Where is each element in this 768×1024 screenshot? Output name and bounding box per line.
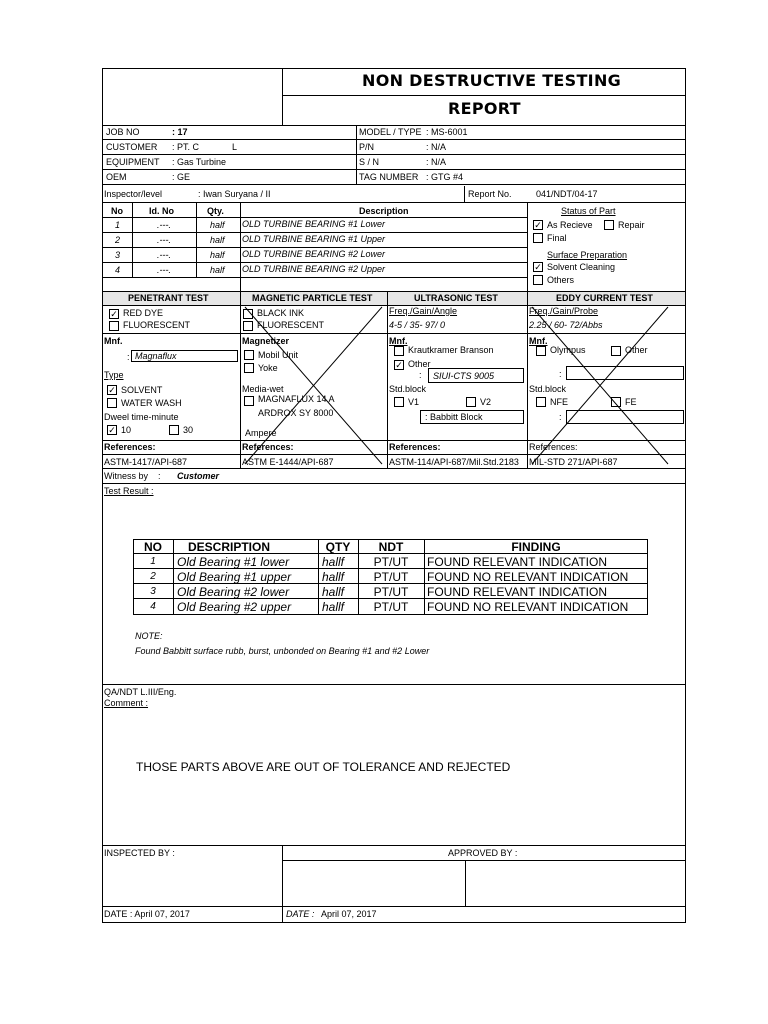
test-result-label: Test Result : (104, 486, 154, 496)
model-label: MODEL / TYPE (359, 127, 422, 137)
dwell-10-checkbox[interactable]: ✓ (108, 425, 116, 435)
customer-suffix: L (232, 142, 238, 152)
equipment-value: : Gas Turbine (172, 157, 227, 167)
inspected-date: DATE : April 07, 2017 (104, 909, 190, 919)
ec-title: EDDY CURRENT TEST (556, 293, 653, 303)
ec-freq-value: 2.25 / 60- 72/Abbs (529, 320, 603, 330)
babbitt-block-value: : Babbitt Block (425, 412, 483, 422)
olympus-label: Olympus (550, 345, 586, 355)
result-no: 1 (150, 556, 156, 567)
others-label: Others (547, 275, 575, 285)
report-no-value: 041/NDT/04-17 (536, 189, 598, 199)
qa-ndt-label: QA/NDT L.III/Eng. (104, 687, 177, 697)
col-qty-header: Qty. (207, 206, 224, 216)
item-desc: OLD TURBINE BEARING #1 Lower (242, 219, 386, 229)
result-qty: hallf (322, 570, 345, 584)
item-qty: half (210, 235, 225, 245)
result-ndt: PT/UT (373, 570, 409, 584)
ampere-label: Ampere (245, 428, 277, 438)
result-ndt: PT/UT (373, 600, 409, 614)
witness-label: Witness by (104, 471, 149, 481)
dwell-30-label: 30 (183, 425, 194, 435)
inspector-value: : Iwan Suryana / II (198, 189, 271, 199)
pt-type-label: Type (104, 370, 124, 380)
pn-value: : N/A (426, 142, 447, 152)
result-no-header: NO (144, 540, 162, 554)
black-ink-label: BLACK INK (257, 308, 305, 318)
ut-title: ULTRASONIC TEST (414, 293, 498, 303)
item-qty: half (210, 250, 225, 260)
customer-label: CUSTOMER (106, 142, 158, 152)
ec-other-colon: : (559, 369, 562, 379)
ut-references-label: References: (389, 442, 441, 452)
media2-label: ARDROX SY 8000 (258, 408, 334, 418)
mt-references-label: References: (242, 442, 294, 452)
v2-label: V2 (480, 397, 492, 407)
col-no-header: No (111, 206, 123, 216)
result-ndt: PT/UT (373, 585, 409, 599)
comment-text: THOSE PARTS ABOVE ARE OUT OF TOLERANCE AND REJECTED (136, 760, 511, 774)
dwell-time-label: Dweel time-minute (104, 412, 179, 422)
item-id: .---. (157, 265, 171, 275)
note-text: Found Babbitt surface rubb, burst, unbonded on Bearing #1 and #2 Lower (135, 646, 430, 656)
inspected-by-label: INSPECTED BY : (104, 848, 175, 858)
ut-freq-label: Freq./Gain/Angle (389, 306, 458, 316)
media-wet-label: Media-wet (242, 384, 284, 394)
result-ndt-header: NDT (378, 540, 404, 554)
krautkramer-label: Krautkramer Branson (408, 345, 494, 355)
red-dye-label: RED DYE (123, 308, 164, 318)
v1-label: V1 (408, 397, 420, 407)
tag-label: TAG NUMBER (359, 172, 419, 182)
model-value: : MS-6001 (426, 127, 468, 137)
result-no: 3 (150, 586, 156, 597)
approved-by-label: APPROVED BY : (448, 848, 518, 858)
mobil-unit-label: Mobil Unit (258, 350, 299, 360)
result-finding: FOUND RELEVANT INDICATION (427, 555, 608, 569)
oem-label: OEM (106, 172, 127, 182)
report-subtitle: REPORT (448, 99, 521, 118)
equipment-label: EQUIPMENT (106, 157, 160, 167)
job-no-value: : 17 (172, 127, 188, 137)
ut-freq-value: 4-5 / 35- 97/ 0 (389, 320, 446, 330)
job-no-label: JOB NO (106, 127, 140, 137)
result-qty-header: QTY (325, 540, 351, 554)
approved-date-label: DATE : (286, 909, 315, 919)
pt-references-value: ASTM-1417/API-687 (104, 457, 188, 467)
item-qty: half (210, 220, 225, 230)
pt-mnf-value: Magnaflux (135, 351, 177, 361)
repair-label: Repair (618, 220, 645, 230)
result-qty: hallf (322, 555, 345, 569)
item-no: 1 (115, 220, 121, 230)
result-no: 2 (150, 571, 156, 582)
item-id: .---. (157, 220, 171, 230)
customer-value: : PT. C (172, 142, 200, 152)
dwell-10-label: 10 (121, 425, 132, 435)
item-qty: half (210, 265, 225, 275)
fe-label: FE (625, 397, 637, 407)
sn-value: : N/A (426, 157, 447, 167)
item-no: 4 (115, 265, 121, 275)
item-desc: OLD TURBINE BEARING #1 Upper (242, 234, 386, 244)
result-desc: Old Bearing #1 lower (177, 555, 290, 569)
ut-mnf-label: Mnf. (389, 336, 408, 346)
magnetizer-label: Magnetizer (242, 336, 290, 346)
inspector-label: Inspector/level (104, 189, 163, 199)
result-no: 4 (150, 601, 156, 612)
ut-std-block-label: Std.block (389, 384, 427, 394)
item-desc: OLD TURBINE BEARING #2 Lower (242, 249, 386, 259)
yoke-label: Yoke (258, 363, 278, 373)
mt-references-value: ASTM E-1444/API-687 (242, 457, 334, 467)
col-id-header: Id. No (149, 206, 174, 216)
ec-other-label: Other (625, 345, 648, 355)
result-desc: Old Bearing #2 lower (177, 585, 290, 599)
ut-other-colon: : (419, 370, 422, 380)
result-finding: FOUND NO RELEVANT INDICATION (427, 570, 629, 584)
result-ndt: PT/UT (373, 555, 409, 569)
result-desc: Old Bearing #2 upper (177, 600, 292, 614)
tag-value: : GTG #4 (426, 172, 464, 182)
item-no: 3 (115, 250, 121, 260)
result-finding: FOUND RELEVANT INDICATION (427, 585, 608, 599)
surface-prep-title: Surface Preparation (547, 250, 628, 260)
mt-title: MAGNETIC PARTICLE TEST (252, 293, 373, 303)
final-label: Final (547, 233, 567, 243)
water-wash-label: WATER WASH (121, 398, 182, 408)
col-desc-header: Description (359, 206, 409, 216)
ut-other-checkbox[interactable]: ✓ (395, 360, 403, 370)
result-qty: hallf (322, 600, 345, 614)
red-dye-checkbox[interactable]: ✓ (110, 309, 118, 319)
mt-fluorescent-label: FLUORESCENT (257, 320, 325, 330)
result-qty: hallf (322, 585, 345, 599)
result-desc-header: DESCRIPTION (188, 540, 271, 554)
report-title: NON DESTRUCTIVE TESTING (362, 71, 622, 90)
ut-other-value: SIUI-CTS 9005 (433, 371, 495, 381)
witness-colon: : (158, 471, 161, 481)
pt-mnf-label: Mnf. (104, 336, 123, 346)
witness-value: Customer (177, 471, 220, 481)
ec-references-value: MIL-STD 271/API-687 (529, 457, 618, 467)
pt-title: PENETRANT TEST (128, 293, 209, 303)
item-no: 2 (115, 235, 121, 245)
pt-mnf-colon: : (127, 352, 130, 362)
item-desc: OLD TURBINE BEARING #2 Upper (242, 264, 386, 274)
sn-label: S / N (359, 157, 380, 167)
item-id: .---. (157, 235, 171, 245)
solvent-cleaning-label: Solvent Cleaning (547, 262, 616, 272)
media1-label: MAGNAFLUX 14 A (258, 394, 335, 404)
item-id: .---. (157, 250, 171, 260)
ec-freq-label: Freq./Gain/Probe (529, 306, 599, 316)
pn-label: P/N (359, 142, 375, 152)
result-finding: FOUND NO RELEVANT INDICATION (427, 600, 629, 614)
result-desc: Old Bearing #1 upper (177, 570, 292, 584)
comment-label: Comment : (104, 698, 149, 708)
ec-std-block-label: Std.block (529, 384, 567, 394)
ec-references-label: References: (529, 442, 578, 452)
ec-std-colon: : (559, 412, 562, 422)
nfe-label: NFE (550, 397, 568, 407)
ut-references-value: ASTM-114/API-687/Mil.Std.2183 (389, 457, 519, 467)
solvent-checkbox[interactable]: ✓ (108, 385, 116, 395)
as-recieve-label: As Recieve (547, 220, 593, 230)
note-label: NOTE: (135, 631, 163, 641)
pt-references-label: References: (104, 442, 156, 452)
ut-other-label: Other (408, 359, 431, 369)
as-recieve-checkbox[interactable]: ✓ (534, 220, 542, 230)
report-no-label: Report No. (468, 189, 512, 199)
pt-fluorescent-label: FLUORESCENT (123, 320, 191, 330)
oem-value: : GE (172, 172, 191, 182)
solvent-cleaning-checkbox[interactable]: ✓ (534, 262, 542, 272)
ec-mnf-label: Mnf. (529, 336, 548, 346)
status-title: Status of Part (561, 206, 616, 216)
solvent-label: SOLVENT (121, 385, 163, 395)
result-finding-header: FINDING (511, 540, 561, 554)
approved-date: April 07, 2017 (321, 909, 377, 919)
